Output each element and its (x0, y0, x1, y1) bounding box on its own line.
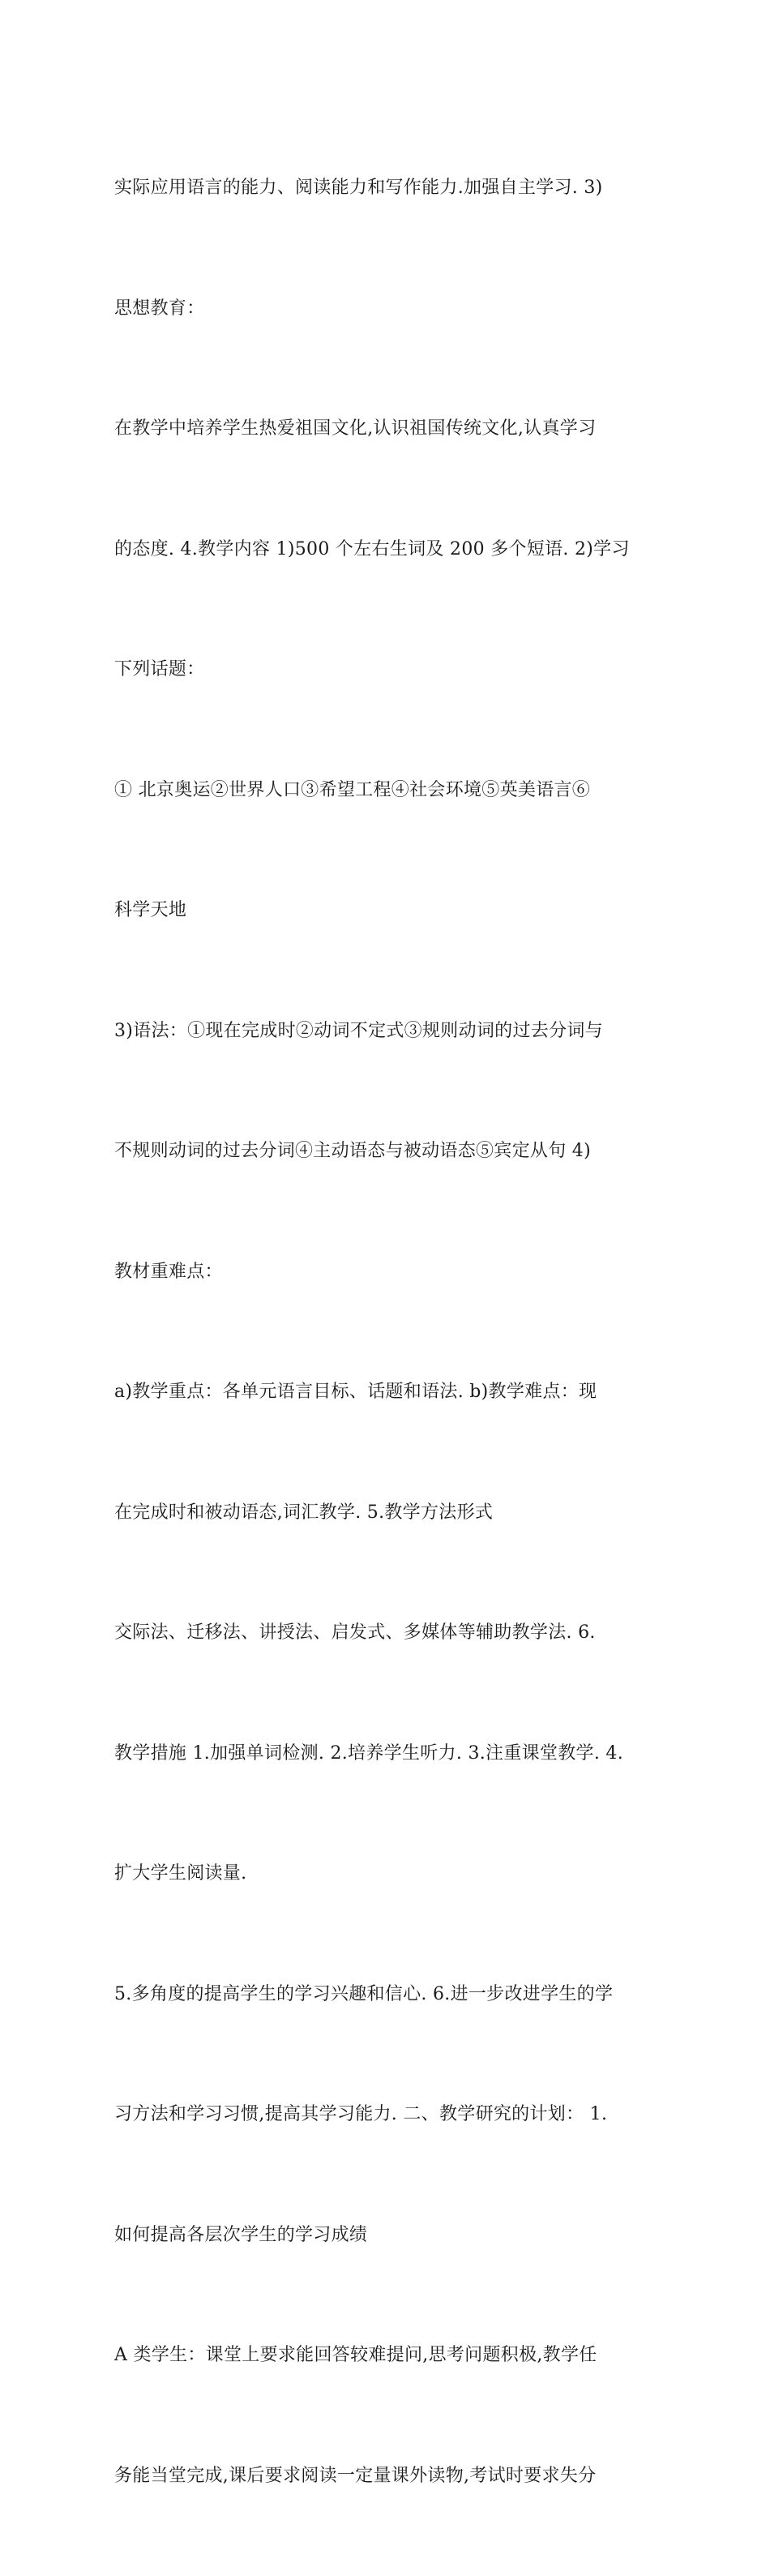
text-line-12: 在完成时和被动语态,词汇教学. 5.教学方法形式 (114, 1502, 494, 1523)
text-line-10: 教材重难点： (114, 1261, 223, 1282)
text-line-6: ① 北京奥运②世界人口③希望工程④社会环境⑤英美语言⑥ (114, 779, 591, 800)
text-line-8: 3)语法：①现在完成时②动词不定式③规则动词的过去分词与 (114, 1020, 603, 1041)
text-line-11: a)教学重点：各单元语言目标、话题和语法. b)教学难点：现 (114, 1382, 597, 1402)
text-line-4: 的态度. 4.教学内容 1)500 个左右生词及 200 多个短语. 2)学习 (114, 538, 630, 559)
text-line-3: 在教学中培养学生热爱祖国文化,认识祖国传统文化,认真学习 (114, 418, 597, 439)
text-line-7: 科学天地 (114, 900, 187, 920)
text-line-19: A 类学生：课堂上要求能回答较难提问,思考问题积极,教学任 (114, 2345, 597, 2365)
text-line-9: 不规则动词的过去分词④主动语态与被动语态⑤宾定从句 4) (114, 1141, 591, 1161)
text-line-16: 5.多角度的提高学生的学习兴趣和信心. 6.进一步改进学生的学 (114, 1983, 614, 2004)
text-line-14: 教学措施 1.加强单词检测. 2.培养学生听力. 3.注重课堂教学. 4. (114, 1742, 624, 1764)
text-line-17: 习方法和学习习惯,提高其学习能力. 二、教学研究的计划： 1. (114, 2104, 608, 2124)
text-line-18: 如何提高各层次学生的学习成绩 (114, 2224, 368, 2245)
text-line-13: 交际法、迁移法、讲授法、启发式、多媒体等辅助教学法. 6. (114, 1622, 596, 1643)
text-line-5: 下列话题： (114, 659, 205, 679)
document-body (114, 88, 665, 2576)
text-line-2: 思想教育： (114, 298, 205, 319)
text-line-1: 实际应用语言的能力、阅读能力和写作能力.加强自主学习. 3) (114, 178, 603, 198)
text-line-15: 扩大学生阅读量. (114, 1863, 247, 1884)
text-line-20: 务能当堂完成,课后要求阅读一定量课外读物,考试时要求失分 (114, 2465, 597, 2486)
